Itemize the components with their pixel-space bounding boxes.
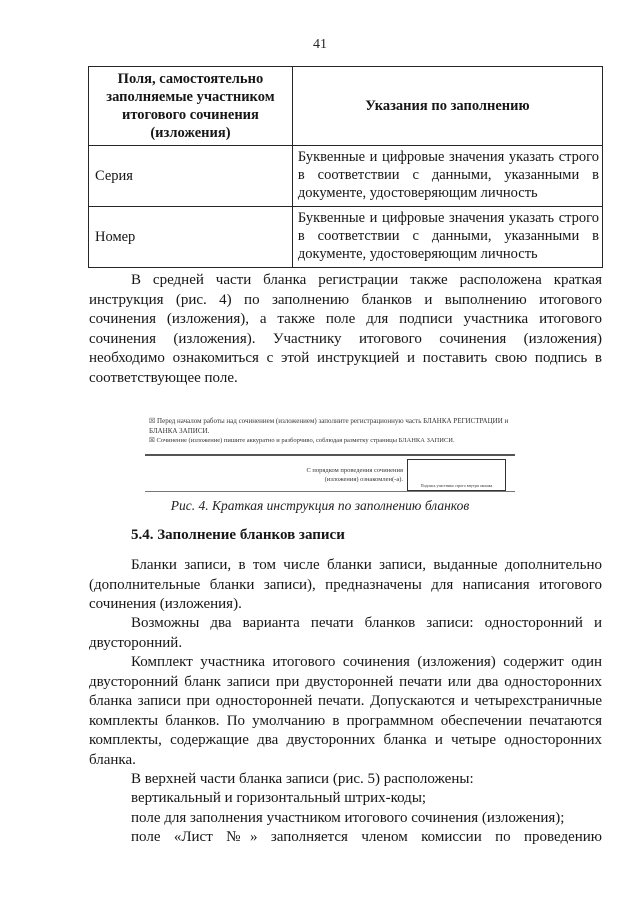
body-paragraph: В верхней части бланка записи (рис. 5) расположены: bbox=[131, 771, 474, 787]
table-cell-field: Серия bbox=[89, 146, 293, 207]
table-row bbox=[89, 146, 603, 207]
figure-bottom-border bbox=[145, 491, 515, 492]
table-header-instructions: Указания по заполнению bbox=[292, 67, 602, 146]
figure-signature-box bbox=[407, 459, 506, 491]
figure-instruction-line-2: ☒ Сочинение (изложение) пишите аккуратно и разборчиво, соблюдая разметку страницы БЛАНКА ЗАПИСИ. bbox=[149, 437, 455, 444]
figure-signature-label: Подпись участника строго внутри окошка bbox=[420, 483, 493, 488]
section-heading: 5.4. Заполнение бланков записи bbox=[131, 527, 345, 543]
instructions-table bbox=[88, 66, 603, 268]
table-cell-field: Номер bbox=[89, 207, 293, 268]
list-item: вертикальный и горизонтальный штрих-коды; bbox=[131, 790, 427, 806]
table-header-fields: Поля, самостоятельно заполняемые участником итогового сочинения (изложения) bbox=[89, 67, 293, 146]
figure-caption: Рис. 4. Краткая инструкция по заполнению бланков bbox=[170, 498, 470, 513]
page-number: 41 bbox=[313, 37, 327, 52]
list-item: поле для заполнения участником итогового сочинения (изложения); bbox=[131, 810, 565, 826]
table-cell-instruction: Буквенные и цифровые значения указать строго в соответствии с данными, указанными в документе, удостоверяющим личность bbox=[292, 146, 602, 207]
figure-consent-text: С порядком проведения сочинения (изложения) ознакомлен(-а). bbox=[306, 467, 403, 483]
table-header-row bbox=[89, 67, 603, 146]
body-paragraph: Комплект участника итогового сочинения (изложения) содержит один двусторонний бланк записи при двусторонней печати или два односторонних бланка записи при односторонней печати. Допускаются и четырехстраничные комплекты бланков. По умолчанию в программном обеспечении печатаются комплекты, содержащие два двусторонних бланка и четыре односторонних бланка. bbox=[89, 654, 602, 768]
body-paragraph: Возможны два варианта печати бланков записи: односторонний и двусторонний. bbox=[89, 615, 602, 651]
figure-brief-instruction bbox=[145, 414, 515, 492]
table-cell-instruction: Буквенные и цифровые значения указать строго в соответствии с данными, указанными в документе, удостоверяющим личность bbox=[292, 207, 602, 268]
table-row bbox=[89, 207, 603, 268]
list-item: поле «Лист №» заполняется членом комиссии по проведению bbox=[131, 829, 602, 845]
figure-separator bbox=[145, 454, 515, 456]
figure-instruction-line-1: ☒ Перед началом работы над сочинением (изложением) заполните регистрационную часть БЛАНКА РЕГИСТРАЦИИ и БЛАНКА ЗАПИСИ. bbox=[149, 417, 509, 435]
intro-paragraph: В средней части бланка регистрации также расположена краткая инструкция (рис. 4) по заполнению бланков и выполнению итогового сочинения (изложения), а также поле для подписи участника итогового сочинения (изложения). Участнику итогового сочинения (изложения) необходимо ознакомиться с этой инструкцией и поставить свою подпись в соответствующее поле. bbox=[89, 272, 602, 386]
body-paragraph: Бланки записи, в том числе бланки записи, выданные дополнительно (дополнительные бланки записи), предназначены для написания итогового сочинения (изложения). bbox=[89, 557, 602, 612]
